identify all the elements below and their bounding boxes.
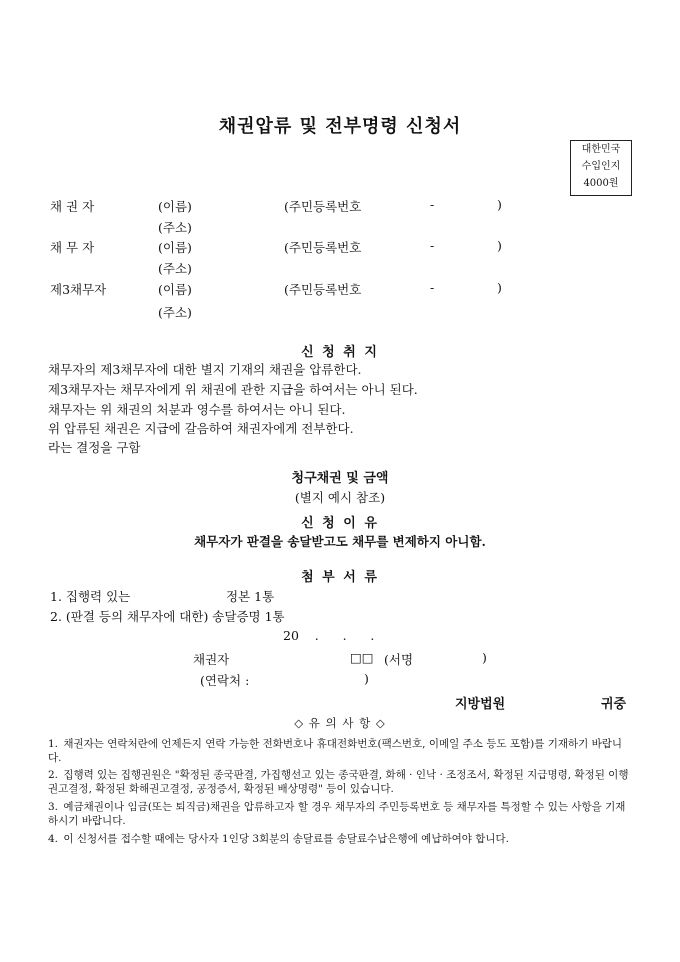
attachment-item-1: 1. 집행력 있는	[50, 589, 131, 604]
signature-boxes: □□	[350, 650, 374, 665]
party-role: 채 무 자	[50, 240, 95, 255]
court-name: 지방법원	[455, 697, 506, 712]
claim-heading: 청구채권 및 금액	[291, 471, 389, 486]
party-role: 채 권 자	[50, 199, 95, 214]
note-item	[48, 832, 634, 846]
party-id-dash: -	[430, 197, 435, 212]
purpose-line: 채무자의 제3채무자에 대한 별지 기재의 채권을 압류한다.	[48, 362, 362, 377]
party-role: 제3채무자	[50, 282, 107, 297]
signature-label: 채권자	[193, 652, 230, 667]
party-name-label: (이름)	[158, 240, 192, 255]
party-id-close: )	[497, 280, 502, 295]
reason-heading: 신 청 이 유	[301, 516, 379, 531]
party-name-label: (이름)	[158, 199, 192, 214]
party-id-dash: -	[430, 280, 435, 295]
claim-sub: (별지 예시 참조)	[294, 490, 386, 505]
contact-label: (연락처 :	[200, 673, 250, 688]
stamp-line-3: 4000원	[583, 178, 619, 189]
party-id-label: (주민등록번호	[284, 282, 362, 297]
purpose-heading: 신 청 취 지	[301, 345, 379, 360]
notes-heading: ◇ 유 의 사 항 ◇	[294, 716, 386, 730]
note-number: 2.	[48, 769, 59, 781]
court-recipient: 귀중	[601, 697, 627, 712]
party-id-label: (주민등록번호	[284, 199, 362, 214]
party-address-label: (주소)	[158, 261, 192, 276]
purpose-line: 제3채무자는 채무자에게 위 채권에 관한 지급을 하여서는 아니 된다.	[48, 382, 418, 397]
party-id-close: )	[497, 238, 502, 253]
note-number: 1.	[48, 738, 59, 750]
attachment-item-1-doc: 정본 1통	[226, 589, 275, 604]
party-id-label: (주민등록번호	[284, 240, 362, 255]
party-address-label: (주소)	[158, 305, 192, 320]
note-text: 채권자는 연락처란에 언제든지 연락 가능한 전화번호나 휴대전화번호(팩스번호, 이메일 주소 등도 포함)를 기재하기 바랍니다.	[48, 738, 623, 764]
purpose-line: 채무자는 위 채권의 처분과 영수를 하여서는 아니 된다.	[48, 402, 346, 417]
signature-seal: (서명	[384, 652, 414, 667]
stamp-line-2: 수입인지	[581, 161, 621, 172]
page-title: 채권압류 및 전부명령 신청서	[218, 116, 462, 137]
attachments-heading: 첨 부 서 류	[301, 570, 379, 585]
note-text: 예금채권이나 임금(또는 퇴직금)채권을 압류하고자 할 경우 채무자의 주민등록번호 등 채무자를 특정할 수 있는 사항을 기재하시기 바랍니다.	[48, 801, 626, 827]
date-line: 20 . . .	[283, 628, 375, 643]
party-id-dash: -	[430, 238, 435, 253]
party-name-label: (이름)	[158, 282, 192, 297]
party-address-label: (주소)	[158, 220, 192, 235]
purpose-line: 위 압류된 채권은 지급에 갈음하여 채권자에게 전부한다.	[48, 421, 354, 436]
note-item	[48, 800, 634, 828]
revenue-stamp-box	[570, 140, 632, 196]
note-text: 이 신청서를 접수할 때에는 당사자 1인당 3회분의 송달료를 송달료수납은행에 예납하여야 합니다.	[63, 833, 509, 845]
purpose-line: 라는 결정을 구함	[48, 440, 141, 455]
contact-close: )	[364, 671, 369, 686]
attachment-item-2: 2. (판결 등의 채무자에 대한) 송달증명 1통	[50, 609, 285, 624]
note-number: 4.	[48, 833, 59, 845]
reason-text: 채무자가 판결을 송달받고도 채무를 변제하지 아니함.	[194, 534, 486, 549]
note-item	[48, 768, 634, 796]
note-item	[48, 737, 634, 765]
note-number: 3.	[48, 801, 59, 813]
signature-close: )	[482, 650, 487, 665]
stamp-line-1: 대한민국	[581, 144, 621, 155]
party-id-close: )	[497, 197, 502, 212]
note-text: 집행력 있는 집행권원은 "확정된 종국판결, 가집행선고 있는 종국판결, 화해 · 인낙 · 조정조서, 확정된 지급명령, 확정된 이행권고결정, 확정된 화해권고결정, 공정증서, 확정된 배상명령" 등이 있습니다.	[48, 769, 629, 795]
